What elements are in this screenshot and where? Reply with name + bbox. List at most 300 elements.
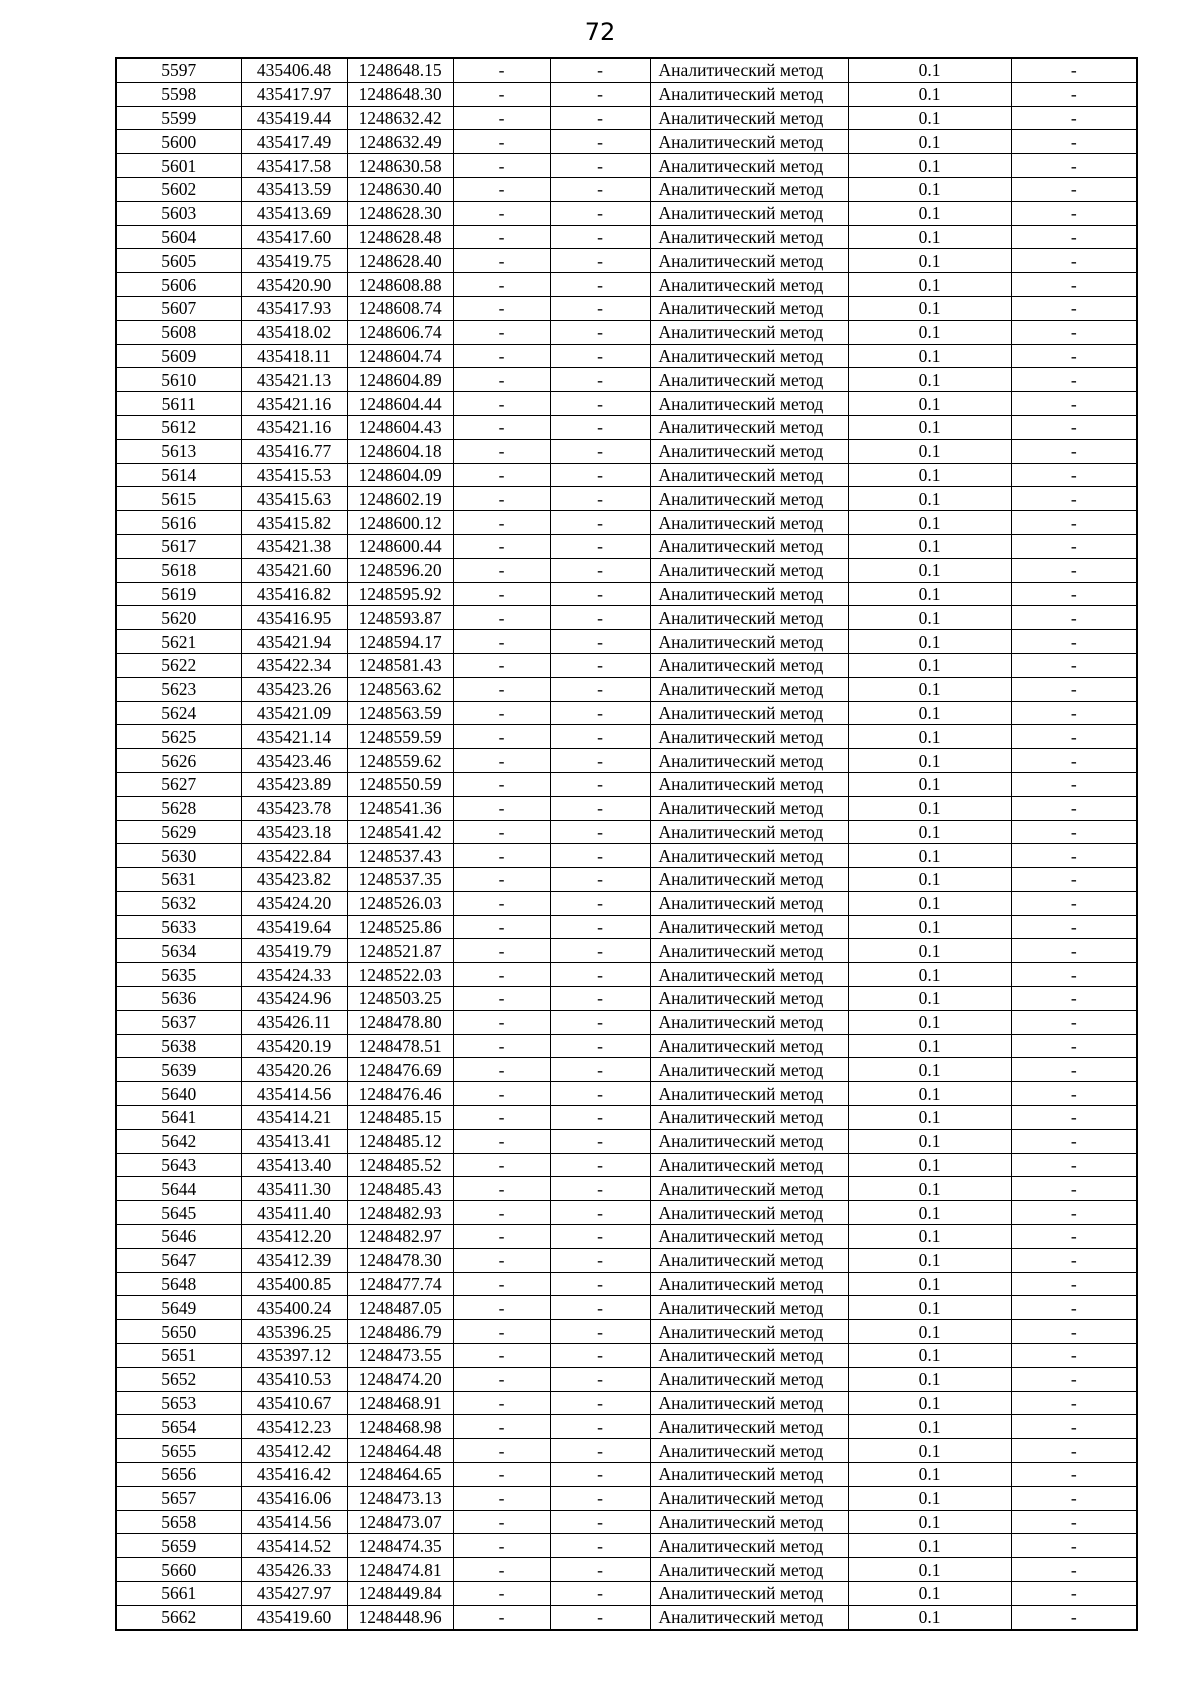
col8-cell: - bbox=[1011, 177, 1137, 201]
method-cell: Аналитический метод bbox=[650, 368, 848, 392]
table-row bbox=[116, 1010, 1137, 1034]
table-row bbox=[116, 392, 1137, 416]
x-coordinate-cell: 435400.85 bbox=[241, 1272, 347, 1296]
x-coordinate-cell: 435413.41 bbox=[241, 1129, 347, 1153]
method-cell: Аналитический метод bbox=[650, 1486, 848, 1510]
accuracy-cell: 0.1 bbox=[848, 225, 1011, 249]
y-coordinate-cell: 1248487.05 bbox=[347, 1296, 453, 1320]
col4-cell: - bbox=[453, 1201, 550, 1225]
col8-cell: - bbox=[1011, 939, 1137, 963]
col8-cell: - bbox=[1011, 749, 1137, 773]
method-cell: Аналитический метод bbox=[650, 130, 848, 154]
table-row bbox=[116, 1177, 1137, 1201]
table-row bbox=[116, 463, 1137, 487]
x-coordinate-cell: 435420.19 bbox=[241, 1034, 347, 1058]
y-coordinate-cell: 1248593.87 bbox=[347, 606, 453, 630]
col5-cell: - bbox=[550, 1248, 650, 1272]
method-cell: Аналитический метод bbox=[650, 677, 848, 701]
method-cell: Аналитический метод bbox=[650, 415, 848, 439]
table-row bbox=[116, 1463, 1137, 1487]
col8-cell: - bbox=[1011, 891, 1137, 915]
accuracy-cell: 0.1 bbox=[848, 1010, 1011, 1034]
accuracy-cell: 0.1 bbox=[848, 772, 1011, 796]
x-coordinate-cell: 435417.60 bbox=[241, 225, 347, 249]
col5-cell: - bbox=[550, 963, 650, 987]
col4-cell: - bbox=[453, 1106, 550, 1130]
col8-cell: - bbox=[1011, 368, 1137, 392]
method-cell: Аналитический метод bbox=[650, 749, 848, 773]
point-number-cell: 5618 bbox=[116, 558, 241, 582]
method-cell: Аналитический метод bbox=[650, 511, 848, 535]
col5-cell: - bbox=[550, 511, 650, 535]
col8-cell: - bbox=[1011, 677, 1137, 701]
col8-cell: - bbox=[1011, 106, 1137, 130]
point-number-cell: 5602 bbox=[116, 177, 241, 201]
col5-cell: - bbox=[550, 1201, 650, 1225]
y-coordinate-cell: 1248632.49 bbox=[347, 130, 453, 154]
table-row bbox=[116, 511, 1137, 535]
accuracy-cell: 0.1 bbox=[848, 463, 1011, 487]
table-row bbox=[116, 796, 1137, 820]
point-number-cell: 5635 bbox=[116, 963, 241, 987]
col5-cell: - bbox=[550, 1177, 650, 1201]
method-cell: Аналитический метод bbox=[650, 796, 848, 820]
point-number-cell: 5637 bbox=[116, 1010, 241, 1034]
table-row bbox=[116, 1415, 1137, 1439]
accuracy-cell: 0.1 bbox=[848, 177, 1011, 201]
col4-cell: - bbox=[453, 844, 550, 868]
y-coordinate-cell: 1248485.15 bbox=[347, 1106, 453, 1130]
col5-cell: - bbox=[550, 177, 650, 201]
col8-cell: - bbox=[1011, 1582, 1137, 1606]
x-coordinate-cell: 435414.56 bbox=[241, 1510, 347, 1534]
col8-cell: - bbox=[1011, 1344, 1137, 1368]
col5-cell: - bbox=[550, 868, 650, 892]
x-coordinate-cell: 435426.33 bbox=[241, 1558, 347, 1582]
point-number-cell: 5643 bbox=[116, 1153, 241, 1177]
method-cell: Аналитический метод bbox=[650, 1248, 848, 1272]
y-coordinate-cell: 1248541.42 bbox=[347, 820, 453, 844]
accuracy-cell: 0.1 bbox=[848, 1320, 1011, 1344]
x-coordinate-cell: 435418.02 bbox=[241, 320, 347, 344]
accuracy-cell: 0.1 bbox=[848, 511, 1011, 535]
y-coordinate-cell: 1248478.80 bbox=[347, 1010, 453, 1034]
table-row bbox=[116, 249, 1137, 273]
y-coordinate-cell: 1248600.12 bbox=[347, 511, 453, 535]
col5-cell: - bbox=[550, 915, 650, 939]
col5-cell: - bbox=[550, 201, 650, 225]
point-number-cell: 5631 bbox=[116, 868, 241, 892]
x-coordinate-cell: 435415.53 bbox=[241, 463, 347, 487]
table-row bbox=[116, 1296, 1137, 1320]
accuracy-cell: 0.1 bbox=[848, 1510, 1011, 1534]
method-cell: Аналитический метод bbox=[650, 1058, 848, 1082]
y-coordinate-cell: 1248486.79 bbox=[347, 1320, 453, 1344]
col8-cell: - bbox=[1011, 606, 1137, 630]
y-coordinate-cell: 1248468.98 bbox=[347, 1415, 453, 1439]
accuracy-cell: 0.1 bbox=[848, 1106, 1011, 1130]
table-row bbox=[116, 154, 1137, 178]
col5-cell: - bbox=[550, 415, 650, 439]
y-coordinate-cell: 1248525.86 bbox=[347, 915, 453, 939]
y-coordinate-cell: 1248596.20 bbox=[347, 558, 453, 582]
accuracy-cell: 0.1 bbox=[848, 1201, 1011, 1225]
col5-cell: - bbox=[550, 1367, 650, 1391]
col8-cell: - bbox=[1011, 1010, 1137, 1034]
col4-cell: - bbox=[453, 106, 550, 130]
col5-cell: - bbox=[550, 1534, 650, 1558]
col5-cell: - bbox=[550, 606, 650, 630]
y-coordinate-cell: 1248604.09 bbox=[347, 463, 453, 487]
table-row bbox=[116, 630, 1137, 654]
accuracy-cell: 0.1 bbox=[848, 1367, 1011, 1391]
table-row bbox=[116, 1201, 1137, 1225]
col5-cell: - bbox=[550, 1082, 650, 1106]
y-coordinate-cell: 1248478.30 bbox=[347, 1248, 453, 1272]
accuracy-cell: 0.1 bbox=[848, 820, 1011, 844]
table-row bbox=[116, 1034, 1137, 1058]
table-row bbox=[116, 749, 1137, 773]
point-number-cell: 5640 bbox=[116, 1082, 241, 1106]
table-row bbox=[116, 177, 1137, 201]
accuracy-cell: 0.1 bbox=[848, 939, 1011, 963]
method-cell: Аналитический метод bbox=[650, 1582, 848, 1606]
method-cell: Аналитический метод bbox=[650, 225, 848, 249]
method-cell: Аналитический метод bbox=[650, 725, 848, 749]
y-coordinate-cell: 1248526.03 bbox=[347, 891, 453, 915]
method-cell: Аналитический метод bbox=[650, 1010, 848, 1034]
method-cell: Аналитический метод bbox=[650, 1558, 848, 1582]
x-coordinate-cell: 435400.24 bbox=[241, 1296, 347, 1320]
accuracy-cell: 0.1 bbox=[848, 987, 1011, 1011]
col4-cell: - bbox=[453, 1415, 550, 1439]
col5-cell: - bbox=[550, 273, 650, 297]
accuracy-cell: 0.1 bbox=[848, 1034, 1011, 1058]
col5-cell: - bbox=[550, 1439, 650, 1463]
method-cell: Аналитический метод bbox=[650, 606, 848, 630]
col8-cell: - bbox=[1011, 1129, 1137, 1153]
method-cell: Аналитический метод bbox=[650, 844, 848, 868]
y-coordinate-cell: 1248595.92 bbox=[347, 582, 453, 606]
x-coordinate-cell: 435415.82 bbox=[241, 511, 347, 535]
table-row bbox=[116, 58, 1137, 82]
method-cell: Аналитический метод bbox=[650, 1391, 848, 1415]
point-number-cell: 5601 bbox=[116, 154, 241, 178]
col8-cell: - bbox=[1011, 558, 1137, 582]
y-coordinate-cell: 1248559.62 bbox=[347, 749, 453, 773]
table-row bbox=[116, 1439, 1137, 1463]
col4-cell: - bbox=[453, 558, 550, 582]
col5-cell: - bbox=[550, 772, 650, 796]
x-coordinate-cell: 435416.95 bbox=[241, 606, 347, 630]
point-number-cell: 5616 bbox=[116, 511, 241, 535]
x-coordinate-cell: 435411.40 bbox=[241, 1201, 347, 1225]
col8-cell: - bbox=[1011, 1558, 1137, 1582]
col8-cell: - bbox=[1011, 963, 1137, 987]
accuracy-cell: 0.1 bbox=[848, 1534, 1011, 1558]
col4-cell: - bbox=[453, 463, 550, 487]
col8-cell: - bbox=[1011, 630, 1137, 654]
method-cell: Аналитический метод bbox=[650, 1296, 848, 1320]
y-coordinate-cell: 1248485.43 bbox=[347, 1177, 453, 1201]
method-cell: Аналитический метод bbox=[650, 392, 848, 416]
accuracy-cell: 0.1 bbox=[848, 1296, 1011, 1320]
accuracy-cell: 0.1 bbox=[848, 368, 1011, 392]
point-number-cell: 5650 bbox=[116, 1320, 241, 1344]
table-row bbox=[116, 1082, 1137, 1106]
col4-cell: - bbox=[453, 320, 550, 344]
method-cell: Аналитический метод bbox=[650, 653, 848, 677]
table-row bbox=[116, 344, 1137, 368]
col5-cell: - bbox=[550, 1510, 650, 1534]
y-coordinate-cell: 1248606.74 bbox=[347, 320, 453, 344]
x-coordinate-cell: 435413.69 bbox=[241, 201, 347, 225]
col4-cell: - bbox=[453, 1605, 550, 1629]
x-coordinate-cell: 435417.93 bbox=[241, 296, 347, 320]
y-coordinate-cell: 1248608.88 bbox=[347, 273, 453, 297]
table-row bbox=[116, 487, 1137, 511]
method-cell: Аналитический метод bbox=[650, 1367, 848, 1391]
table-row bbox=[116, 653, 1137, 677]
table-row bbox=[116, 606, 1137, 630]
method-cell: Аналитический метод bbox=[650, 868, 848, 892]
x-coordinate-cell: 435423.82 bbox=[241, 868, 347, 892]
x-coordinate-cell: 435421.16 bbox=[241, 415, 347, 439]
col8-cell: - bbox=[1011, 1605, 1137, 1629]
y-coordinate-cell: 1248559.59 bbox=[347, 725, 453, 749]
point-number-cell: 5641 bbox=[116, 1106, 241, 1130]
col8-cell: - bbox=[1011, 154, 1137, 178]
method-cell: Аналитический метод bbox=[650, 1129, 848, 1153]
point-number-cell: 5613 bbox=[116, 439, 241, 463]
col4-cell: - bbox=[453, 1391, 550, 1415]
method-cell: Аналитический метод bbox=[650, 1463, 848, 1487]
col4-cell: - bbox=[453, 344, 550, 368]
point-number-cell: 5662 bbox=[116, 1605, 241, 1629]
method-cell: Аналитический метод bbox=[650, 439, 848, 463]
point-number-cell: 5612 bbox=[116, 415, 241, 439]
accuracy-cell: 0.1 bbox=[848, 1605, 1011, 1629]
col4-cell: - bbox=[453, 296, 550, 320]
method-cell: Аналитический метод bbox=[650, 1177, 848, 1201]
y-coordinate-cell: 1248600.44 bbox=[347, 534, 453, 558]
accuracy-cell: 0.1 bbox=[848, 130, 1011, 154]
table-row bbox=[116, 1605, 1137, 1629]
method-cell: Аналитический метод bbox=[650, 1439, 848, 1463]
table-row bbox=[116, 1106, 1137, 1130]
col4-cell: - bbox=[453, 1272, 550, 1296]
col4-cell: - bbox=[453, 1296, 550, 1320]
method-cell: Аналитический метод bbox=[650, 1605, 848, 1629]
y-coordinate-cell: 1248477.74 bbox=[347, 1272, 453, 1296]
x-coordinate-cell: 435419.79 bbox=[241, 939, 347, 963]
x-coordinate-cell: 435417.58 bbox=[241, 154, 347, 178]
point-number-cell: 5660 bbox=[116, 1558, 241, 1582]
method-cell: Аналитический метод bbox=[650, 1153, 848, 1177]
point-number-cell: 5622 bbox=[116, 653, 241, 677]
point-number-cell: 5648 bbox=[116, 1272, 241, 1296]
col8-cell: - bbox=[1011, 82, 1137, 106]
accuracy-cell: 0.1 bbox=[848, 249, 1011, 273]
col5-cell: - bbox=[550, 1344, 650, 1368]
col8-cell: - bbox=[1011, 296, 1137, 320]
method-cell: Аналитический метод bbox=[650, 177, 848, 201]
col4-cell: - bbox=[453, 439, 550, 463]
x-coordinate-cell: 435413.40 bbox=[241, 1153, 347, 1177]
x-coordinate-cell: 435420.90 bbox=[241, 273, 347, 297]
accuracy-cell: 0.1 bbox=[848, 1582, 1011, 1606]
y-coordinate-cell: 1248581.43 bbox=[347, 653, 453, 677]
col4-cell: - bbox=[453, 511, 550, 535]
method-cell: Аналитический метод bbox=[650, 987, 848, 1011]
y-coordinate-cell: 1248464.48 bbox=[347, 1439, 453, 1463]
col8-cell: - bbox=[1011, 1106, 1137, 1130]
col5-cell: - bbox=[550, 463, 650, 487]
x-coordinate-cell: 435416.82 bbox=[241, 582, 347, 606]
method-cell: Аналитический метод bbox=[650, 701, 848, 725]
col8-cell: - bbox=[1011, 201, 1137, 225]
point-number-cell: 5620 bbox=[116, 606, 241, 630]
accuracy-cell: 0.1 bbox=[848, 1058, 1011, 1082]
x-coordinate-cell: 435419.64 bbox=[241, 915, 347, 939]
accuracy-cell: 0.1 bbox=[848, 1177, 1011, 1201]
col4-cell: - bbox=[453, 534, 550, 558]
col4-cell: - bbox=[453, 82, 550, 106]
col5-cell: - bbox=[550, 344, 650, 368]
table-row bbox=[116, 1391, 1137, 1415]
col8-cell: - bbox=[1011, 987, 1137, 1011]
method-cell: Аналитический метод bbox=[650, 891, 848, 915]
col4-cell: - bbox=[453, 392, 550, 416]
col8-cell: - bbox=[1011, 1439, 1137, 1463]
x-coordinate-cell: 435410.67 bbox=[241, 1391, 347, 1415]
point-number-cell: 5623 bbox=[116, 677, 241, 701]
col8-cell: - bbox=[1011, 701, 1137, 725]
x-coordinate-cell: 435421.14 bbox=[241, 725, 347, 749]
accuracy-cell: 0.1 bbox=[848, 487, 1011, 511]
col8-cell: - bbox=[1011, 463, 1137, 487]
col4-cell: - bbox=[453, 820, 550, 844]
method-cell: Аналитический метод bbox=[650, 630, 848, 654]
col8-cell: - bbox=[1011, 58, 1137, 82]
y-coordinate-cell: 1248604.18 bbox=[347, 439, 453, 463]
col8-cell: - bbox=[1011, 344, 1137, 368]
method-cell: Аналитический метод bbox=[650, 320, 848, 344]
col8-cell: - bbox=[1011, 1367, 1137, 1391]
method-cell: Аналитический метод bbox=[650, 1272, 848, 1296]
col4-cell: - bbox=[453, 225, 550, 249]
point-number-cell: 5625 bbox=[116, 725, 241, 749]
accuracy-cell: 0.1 bbox=[848, 1082, 1011, 1106]
x-coordinate-cell: 435422.34 bbox=[241, 653, 347, 677]
x-coordinate-cell: 435416.77 bbox=[241, 439, 347, 463]
point-number-cell: 5597 bbox=[116, 58, 241, 82]
method-cell: Аналитический метод bbox=[650, 154, 848, 178]
y-coordinate-cell: 1248537.43 bbox=[347, 844, 453, 868]
method-cell: Аналитический метод bbox=[650, 1225, 848, 1249]
point-number-cell: 5633 bbox=[116, 915, 241, 939]
col5-cell: - bbox=[550, 1058, 650, 1082]
accuracy-cell: 0.1 bbox=[848, 1439, 1011, 1463]
col8-cell: - bbox=[1011, 1391, 1137, 1415]
col8-cell: - bbox=[1011, 249, 1137, 273]
method-cell: Аналитический метод bbox=[650, 201, 848, 225]
point-number-cell: 5645 bbox=[116, 1201, 241, 1225]
col8-cell: - bbox=[1011, 1463, 1137, 1487]
accuracy-cell: 0.1 bbox=[848, 1129, 1011, 1153]
accuracy-cell: 0.1 bbox=[848, 58, 1011, 82]
col4-cell: - bbox=[453, 915, 550, 939]
accuracy-cell: 0.1 bbox=[848, 273, 1011, 297]
y-coordinate-cell: 1248541.36 bbox=[347, 796, 453, 820]
y-coordinate-cell: 1248449.84 bbox=[347, 1582, 453, 1606]
col8-cell: - bbox=[1011, 1201, 1137, 1225]
point-number-cell: 5653 bbox=[116, 1391, 241, 1415]
col4-cell: - bbox=[453, 1034, 550, 1058]
col5-cell: - bbox=[550, 1272, 650, 1296]
point-number-cell: 5603 bbox=[116, 201, 241, 225]
accuracy-cell: 0.1 bbox=[848, 320, 1011, 344]
accuracy-cell: 0.1 bbox=[848, 82, 1011, 106]
table-row bbox=[116, 1486, 1137, 1510]
col5-cell: - bbox=[550, 891, 650, 915]
col8-cell: - bbox=[1011, 273, 1137, 297]
table-row bbox=[116, 987, 1137, 1011]
accuracy-cell: 0.1 bbox=[848, 439, 1011, 463]
col5-cell: - bbox=[550, 1153, 650, 1177]
x-coordinate-cell: 435413.59 bbox=[241, 177, 347, 201]
table-row bbox=[116, 439, 1137, 463]
table-row bbox=[116, 915, 1137, 939]
point-number-cell: 5607 bbox=[116, 296, 241, 320]
method-cell: Аналитический метод bbox=[650, 82, 848, 106]
col5-cell: - bbox=[550, 225, 650, 249]
accuracy-cell: 0.1 bbox=[848, 749, 1011, 773]
col8-cell: - bbox=[1011, 415, 1137, 439]
table-row bbox=[116, 130, 1137, 154]
col8-cell: - bbox=[1011, 915, 1137, 939]
method-cell: Аналитический метод bbox=[650, 558, 848, 582]
accuracy-cell: 0.1 bbox=[848, 844, 1011, 868]
point-number-cell: 5646 bbox=[116, 1225, 241, 1249]
y-coordinate-cell: 1248630.40 bbox=[347, 177, 453, 201]
table-row bbox=[116, 772, 1137, 796]
x-coordinate-cell: 435424.20 bbox=[241, 891, 347, 915]
col5-cell: - bbox=[550, 987, 650, 1011]
x-coordinate-cell: 435397.12 bbox=[241, 1344, 347, 1368]
col4-cell: - bbox=[453, 415, 550, 439]
col4-cell: - bbox=[453, 177, 550, 201]
table-row bbox=[116, 415, 1137, 439]
col5-cell: - bbox=[550, 1486, 650, 1510]
y-coordinate-cell: 1248608.74 bbox=[347, 296, 453, 320]
point-number-cell: 5609 bbox=[116, 344, 241, 368]
table-row bbox=[116, 106, 1137, 130]
col8-cell: - bbox=[1011, 320, 1137, 344]
x-coordinate-cell: 435421.38 bbox=[241, 534, 347, 558]
col4-cell: - bbox=[453, 749, 550, 773]
point-number-cell: 5642 bbox=[116, 1129, 241, 1153]
col8-cell: - bbox=[1011, 868, 1137, 892]
accuracy-cell: 0.1 bbox=[848, 653, 1011, 677]
table-row bbox=[116, 1272, 1137, 1296]
col5-cell: - bbox=[550, 1463, 650, 1487]
col8-cell: - bbox=[1011, 511, 1137, 535]
col8-cell: - bbox=[1011, 1248, 1137, 1272]
col4-cell: - bbox=[453, 701, 550, 725]
col5-cell: - bbox=[550, 130, 650, 154]
col5-cell: - bbox=[550, 439, 650, 463]
